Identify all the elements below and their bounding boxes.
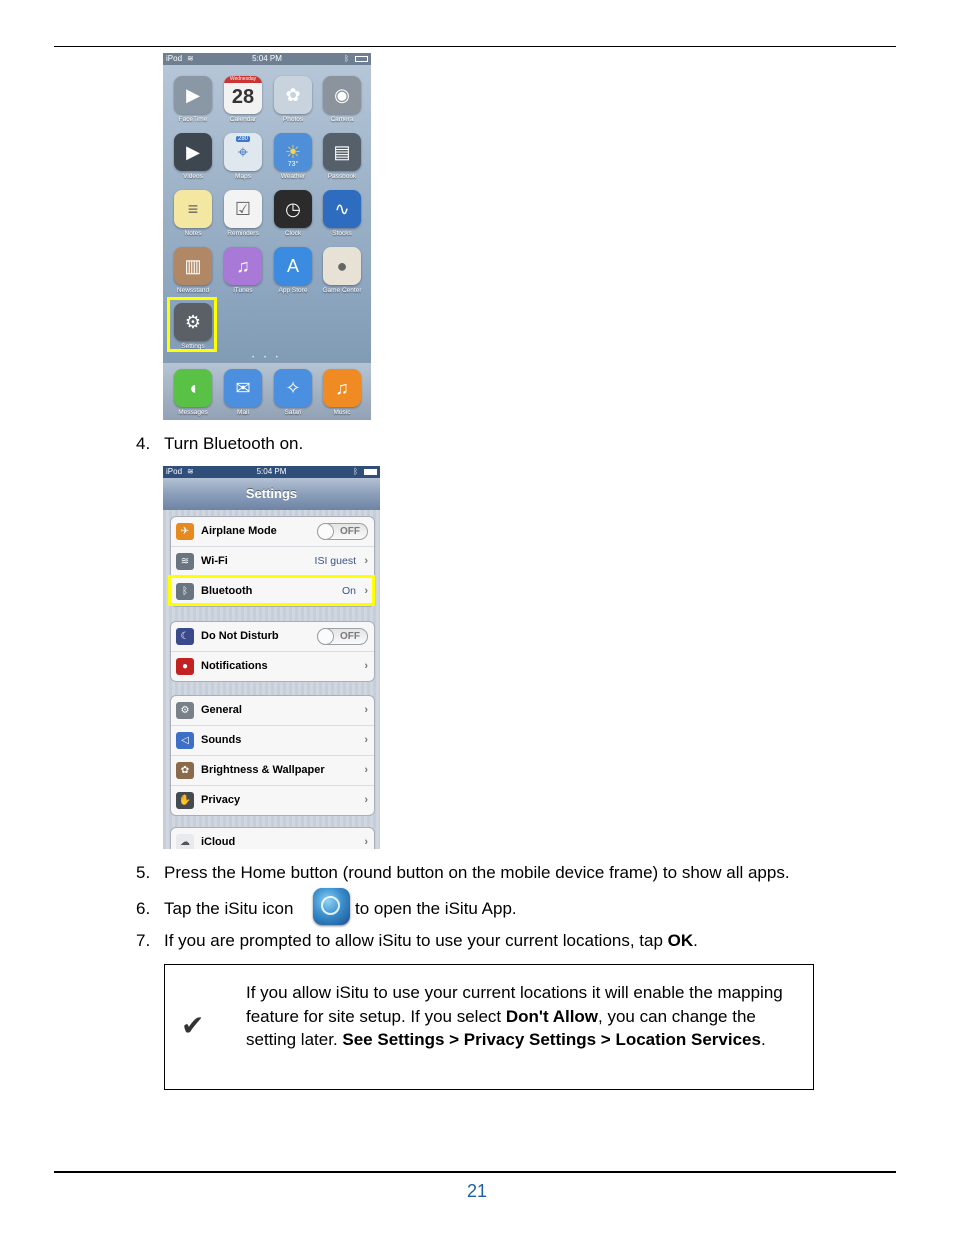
app-label: Music: [333, 409, 351, 416]
chevron-right-icon: ›: [364, 794, 368, 806]
itunes-icon: ♫: [224, 247, 262, 285]
toggle-state: OFF: [340, 631, 360, 642]
newsstand-icon: ▥: [174, 247, 212, 285]
app-facetime[interactable]: [168, 76, 218, 130]
weather-temp: 73°: [287, 161, 299, 168]
safari-icon: ✧: [274, 369, 312, 407]
carrier-label: iPod: [166, 54, 183, 63]
brightness-icon: ✿: [176, 762, 194, 779]
music-icon: ♫: [323, 369, 361, 407]
sounds-icon: ◁: [176, 732, 194, 749]
app-label: Maps: [235, 173, 251, 180]
settings-row-label: iCloud: [201, 836, 236, 848]
app-label: Passbook: [327, 173, 357, 180]
settings-row-label: Do Not Disturb: [201, 630, 279, 642]
toggle-switch[interactable]: [317, 523, 368, 540]
page-number: 21: [466, 1181, 488, 1201]
step-7-ok: OK: [667, 931, 694, 950]
chevron-right-icon: ›: [364, 836, 368, 848]
toggle-knob: [317, 628, 334, 645]
chevron-right-icon: ›: [364, 764, 368, 776]
step-6: 6. Tap the iSitu icon: [136, 899, 294, 918]
checkmark-icon: ✔: [181, 1010, 205, 1041]
notifications-icon: ●: [176, 658, 194, 675]
footer-rule: [54, 1171, 896, 1173]
settings-screenshot: [163, 466, 380, 849]
gear-icon: ⚙: [176, 702, 194, 719]
settings-group: [170, 695, 375, 816]
app-passbook[interactable]: [317, 133, 367, 187]
settings-row-icloud[interactable]: [171, 828, 374, 849]
settings-row-label: Sounds: [201, 734, 242, 746]
battery-icon: [364, 469, 377, 475]
settings-row-label: Airplane Mode: [201, 525, 277, 537]
app-label: Weather: [280, 173, 306, 180]
dock-app-mail[interactable]: [218, 369, 268, 420]
bluetooth-status-icon: ᛒ: [353, 467, 358, 476]
app-label: Clock: [284, 230, 302, 237]
app-label: Videos: [183, 173, 203, 180]
toggle-knob: [317, 523, 334, 540]
chevron-right-icon: ›: [364, 585, 368, 597]
bluetooth-highlight: [168, 575, 375, 606]
settings-row-sounds[interactable]: [171, 725, 374, 755]
step-5-text: Press the Home button (round button on the mobile device frame) to show all apps.: [164, 863, 790, 882]
dock-app-music[interactable]: [317, 369, 367, 420]
app-label: Notes: [184, 230, 202, 237]
settings-row-label: General: [201, 704, 242, 716]
settings-row-wi-fi[interactable]: [171, 546, 374, 576]
settings-row-airplane-mode[interactable]: [171, 517, 374, 546]
camera-icon: ◉: [323, 76, 361, 114]
app-videos[interactable]: [168, 133, 218, 187]
app-label: Game Center: [322, 287, 362, 294]
settings-row-label: Notifications: [201, 660, 268, 672]
maps-icon: ⌖ 280: [224, 133, 262, 171]
settings-row-value: ISI guest: [314, 555, 356, 567]
app-label: Newsstand: [176, 287, 210, 294]
maps-route-badge: 280: [238, 136, 249, 142]
wifi-icon: ≋: [187, 54, 194, 63]
app-label: Messages: [178, 409, 208, 416]
calendar-day: Wednesday: [224, 76, 262, 83]
moon-icon: ☾: [176, 628, 194, 645]
toggle-state: OFF: [340, 526, 360, 537]
mail-icon: ✉: [224, 369, 262, 407]
status-bar: [163, 53, 371, 65]
settings-row-do-not-disturb[interactable]: [171, 622, 374, 651]
clock-time: 5:04 PM: [256, 467, 287, 476]
bluetooth-icon: ᛒ: [176, 583, 194, 600]
app-label: Photos: [282, 116, 304, 123]
wifi-icon: ≋: [176, 553, 194, 570]
note-text: If you allow iSitu to use your current locations it will enable the mapping feature for site setup. If you select Don't Allow, you can change the setting later. See Settings > Privacy Settings > Location Services.: [246, 983, 783, 1049]
wifi-icon: ≋: [187, 467, 194, 476]
app-photos[interactable]: [268, 76, 318, 130]
stocks-icon: ∿: [323, 190, 361, 228]
icloud-icon: ☁: [176, 834, 194, 849]
settings-group: [170, 827, 375, 849]
chevron-right-icon: ›: [364, 555, 368, 567]
game-center-icon: ●: [323, 247, 361, 285]
app-reminders[interactable]: [218, 190, 268, 244]
dock-app-safari[interactable]: [268, 369, 318, 420]
chevron-right-icon: ›: [364, 734, 368, 746]
app-label: Stocks: [332, 230, 352, 237]
chevron-right-icon: ›: [364, 704, 368, 716]
carrier-label: iPod: [166, 467, 183, 476]
app-label: Camera: [330, 116, 354, 123]
settings-row-value: On: [341, 585, 356, 597]
app-label: FaceTime: [178, 116, 208, 123]
step-4: 4. Turn Bluetooth on.: [136, 434, 304, 453]
app-label: Calendar: [229, 116, 257, 123]
app-maps[interactable]: [218, 133, 268, 187]
toggle-switch[interactable]: [317, 628, 368, 645]
settings-icon: ⚙: [174, 303, 212, 341]
calendar-icon: [224, 76, 262, 114]
settings-highlight: [167, 297, 217, 352]
app-camera[interactable]: [317, 76, 367, 130]
status-bar: [163, 466, 380, 478]
settings-row-label: Privacy: [201, 794, 241, 806]
settings-title: Settings: [163, 478, 380, 510]
airplane-icon: ✈: [176, 523, 194, 540]
photos-icon: ✿: [274, 76, 312, 114]
step-7: 7. If you are prompted to allow iSitu to use your current locations, tap OK.: [136, 931, 698, 950]
notes-icon: ≡: [174, 190, 212, 228]
step-7-text: If you are prompted to allow iSitu to use your current locations, tap: [164, 931, 668, 950]
facetime-icon: ▶: [174, 76, 212, 114]
battery-icon: [355, 56, 368, 62]
app-game-center[interactable]: [317, 247, 367, 301]
settings-row-brightness-wallpaper[interactable]: [171, 755, 374, 785]
clock-time: 5:04 PM: [252, 54, 282, 63]
step-6-text-before: Tap the iSitu icon: [164, 899, 294, 918]
note-box: [164, 964, 814, 1090]
videos-icon: ▶: [174, 133, 212, 171]
app-label: iTunes: [233, 287, 253, 294]
app-label: Settings: [181, 343, 205, 350]
passbook-icon: ▤: [323, 133, 361, 171]
app-stocks[interactable]: [317, 190, 367, 244]
app-label: Mail: [237, 409, 249, 416]
home-screen-screenshot: [163, 53, 371, 420]
calendar-date: 28: [231, 86, 255, 108]
app-store-icon: A: [274, 247, 312, 285]
dock-app-messages[interactable]: [168, 369, 218, 420]
weather-icon: ☀ 73°: [274, 133, 312, 171]
settings-group: [170, 621, 375, 682]
settings-row-general[interactable]: [171, 696, 374, 725]
page-indicator: • • •: [252, 355, 282, 361]
step-4-text: Turn Bluetooth on.: [164, 434, 304, 453]
app-clock[interactable]: [268, 190, 318, 244]
settings-row-label: Wi-Fi: [201, 555, 228, 567]
step-6-text-after: to open the iSitu App.: [355, 899, 517, 918]
header-rule: [54, 46, 896, 47]
privacy-hand-icon: ✋: [176, 792, 194, 809]
app-itunes[interactable]: [218, 247, 268, 301]
app-label: Reminders: [227, 230, 259, 237]
clock-icon: ◷: [274, 190, 312, 228]
app-calendar[interactable]: [218, 76, 268, 130]
app-label: App Store: [278, 287, 308, 294]
settings-row-label: Bluetooth: [201, 585, 253, 597]
app-app-store[interactable]: [268, 247, 318, 301]
chevron-right-icon: ›: [364, 660, 368, 672]
app-notes[interactable]: [168, 190, 218, 244]
app-newsstand[interactable]: [168, 247, 218, 301]
reminders-icon: ☑: [224, 190, 262, 228]
settings-row-label: Brightness & Wallpaper: [201, 764, 325, 776]
bluetooth-status-icon: ᛒ: [344, 54, 349, 63]
app-label: Safari: [284, 409, 302, 416]
step-5: 5. Press the Home button (round button on the mobile device frame) to show all apps.: [136, 863, 790, 882]
isitu-app-icon: [313, 888, 350, 925]
messages-icon: ◖: [174, 369, 212, 407]
app-weather[interactable]: [268, 133, 318, 187]
settings-row-privacy[interactable]: [171, 785, 374, 815]
settings-row-notifications[interactable]: [171, 651, 374, 681]
